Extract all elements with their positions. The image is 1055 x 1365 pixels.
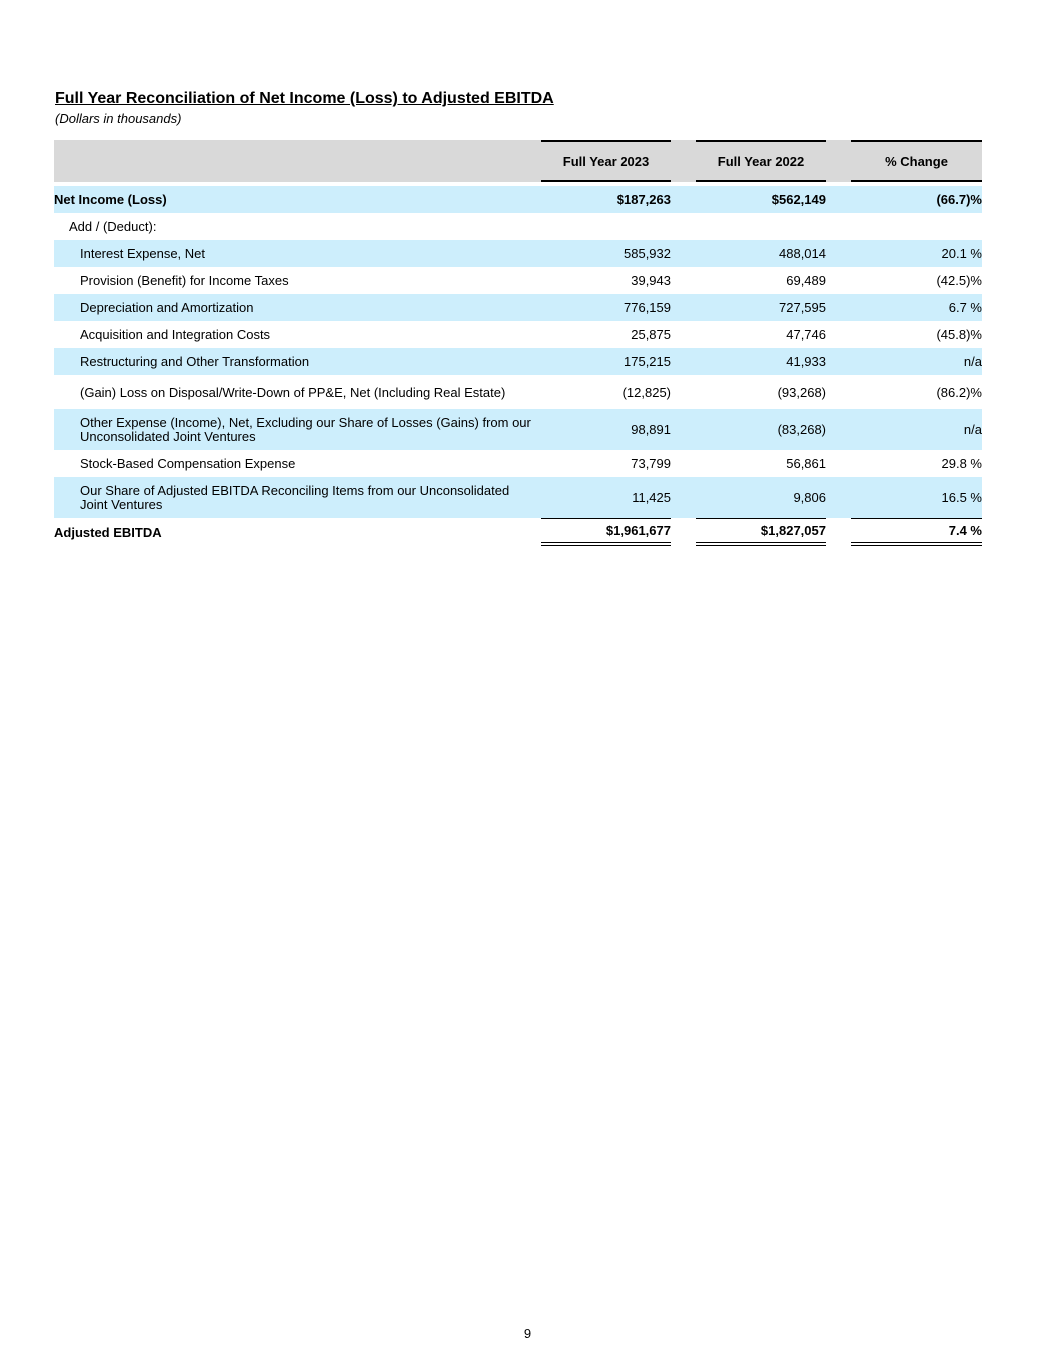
header-percent-change: % Change bbox=[851, 140, 982, 182]
value-change: (45.8)% bbox=[936, 327, 982, 342]
table-row bbox=[54, 477, 982, 518]
header-full-year-2022: Full Year 2022 bbox=[696, 140, 826, 182]
value-change: (86.2)% bbox=[936, 384, 982, 400]
value-2023: 776,159 bbox=[541, 294, 671, 321]
table-row bbox=[54, 267, 982, 294]
value-2022: 727,595 bbox=[696, 294, 826, 321]
value-2022: (83,268) bbox=[696, 409, 826, 450]
table-header bbox=[54, 140, 982, 182]
table-row bbox=[54, 240, 982, 267]
table-row bbox=[54, 409, 982, 450]
table-row bbox=[54, 321, 982, 348]
header-label bbox=[54, 140, 541, 182]
row-label: Acquisition and Integration Costs bbox=[80, 327, 271, 342]
value-2023: 11,425 bbox=[541, 477, 671, 518]
value-change: (66.7)% bbox=[851, 186, 982, 213]
value-change: 20.1 % bbox=[851, 240, 982, 267]
reconciliation-table bbox=[54, 140, 982, 546]
value-2023: 175,215 bbox=[541, 348, 671, 375]
value-2023: 585,932 bbox=[541, 240, 671, 267]
value-2023: (12,825) bbox=[622, 384, 671, 400]
table-row bbox=[54, 186, 982, 213]
value-2022: $1,827,057 bbox=[696, 518, 826, 546]
value-change: 6.7 % bbox=[851, 294, 982, 321]
row-label: Stock-Based Compensation Expense bbox=[80, 456, 296, 471]
table-row bbox=[54, 450, 982, 477]
value-2023: $187,263 bbox=[541, 186, 671, 213]
row-label: Add / (Deduct): bbox=[69, 219, 157, 234]
value-2022: 56,861 bbox=[786, 456, 826, 471]
table-row bbox=[54, 213, 982, 240]
table-row bbox=[54, 348, 982, 375]
value-2023: 39,943 bbox=[631, 273, 671, 288]
value-change: n/a bbox=[851, 348, 982, 375]
value-2023: 25,875 bbox=[631, 327, 671, 342]
row-label: Interest Expense, Net bbox=[54, 240, 541, 267]
row-label: Adjusted EBITDA bbox=[54, 524, 162, 540]
value-2022: (93,268) bbox=[777, 384, 826, 400]
units-note: (Dollars in thousands) bbox=[55, 111, 182, 126]
row-label: Provision (Benefit) for Income Taxes bbox=[80, 273, 289, 288]
table-row bbox=[54, 375, 982, 409]
value-2023: 98,891 bbox=[541, 409, 671, 450]
row-label: (Gain) Loss on Disposal/Write-Down of PP&E, Net (Including Real Estate) bbox=[80, 384, 506, 400]
value-2022: 9,806 bbox=[696, 477, 826, 518]
value-2023: $1,961,677 bbox=[541, 518, 671, 546]
value-change: 7.4 % bbox=[851, 518, 982, 546]
row-label: Depreciation and Amortization bbox=[54, 294, 541, 321]
value-2022: 69,489 bbox=[786, 273, 826, 288]
value-2022 bbox=[696, 213, 826, 240]
value-change bbox=[851, 213, 982, 240]
row-label: Other Expense (Income), Net, Excluding our Share of Losses (Gains) from our Unconsolidated Joint Ventures bbox=[54, 409, 541, 450]
value-change: 16.5 % bbox=[851, 477, 982, 518]
row-label: Restructuring and Other Transformation bbox=[54, 348, 541, 375]
value-change: (42.5)% bbox=[936, 273, 982, 288]
value-2022: 47,746 bbox=[786, 327, 826, 342]
value-change: n/a bbox=[851, 409, 982, 450]
header-full-year-2023: Full Year 2023 bbox=[541, 140, 671, 182]
value-2023: 73,799 bbox=[631, 456, 671, 471]
total-row bbox=[54, 518, 982, 546]
page-number: 9 bbox=[523, 1326, 532, 1341]
row-label: Our Share of Adjusted EBITDA Reconciling Items from our Unconsolidated Joint Ventures bbox=[54, 477, 541, 518]
row-label: Net Income (Loss) bbox=[54, 186, 541, 213]
table-row bbox=[54, 294, 982, 321]
page-title: Full Year Reconciliation of Net Income (Loss) to Adjusted EBITDA bbox=[55, 90, 554, 107]
value-2023 bbox=[541, 213, 671, 240]
value-2022: 488,014 bbox=[696, 240, 826, 267]
value-2022: 41,933 bbox=[696, 348, 826, 375]
value-2022: $562,149 bbox=[696, 186, 826, 213]
value-change: 29.8 % bbox=[941, 456, 982, 471]
